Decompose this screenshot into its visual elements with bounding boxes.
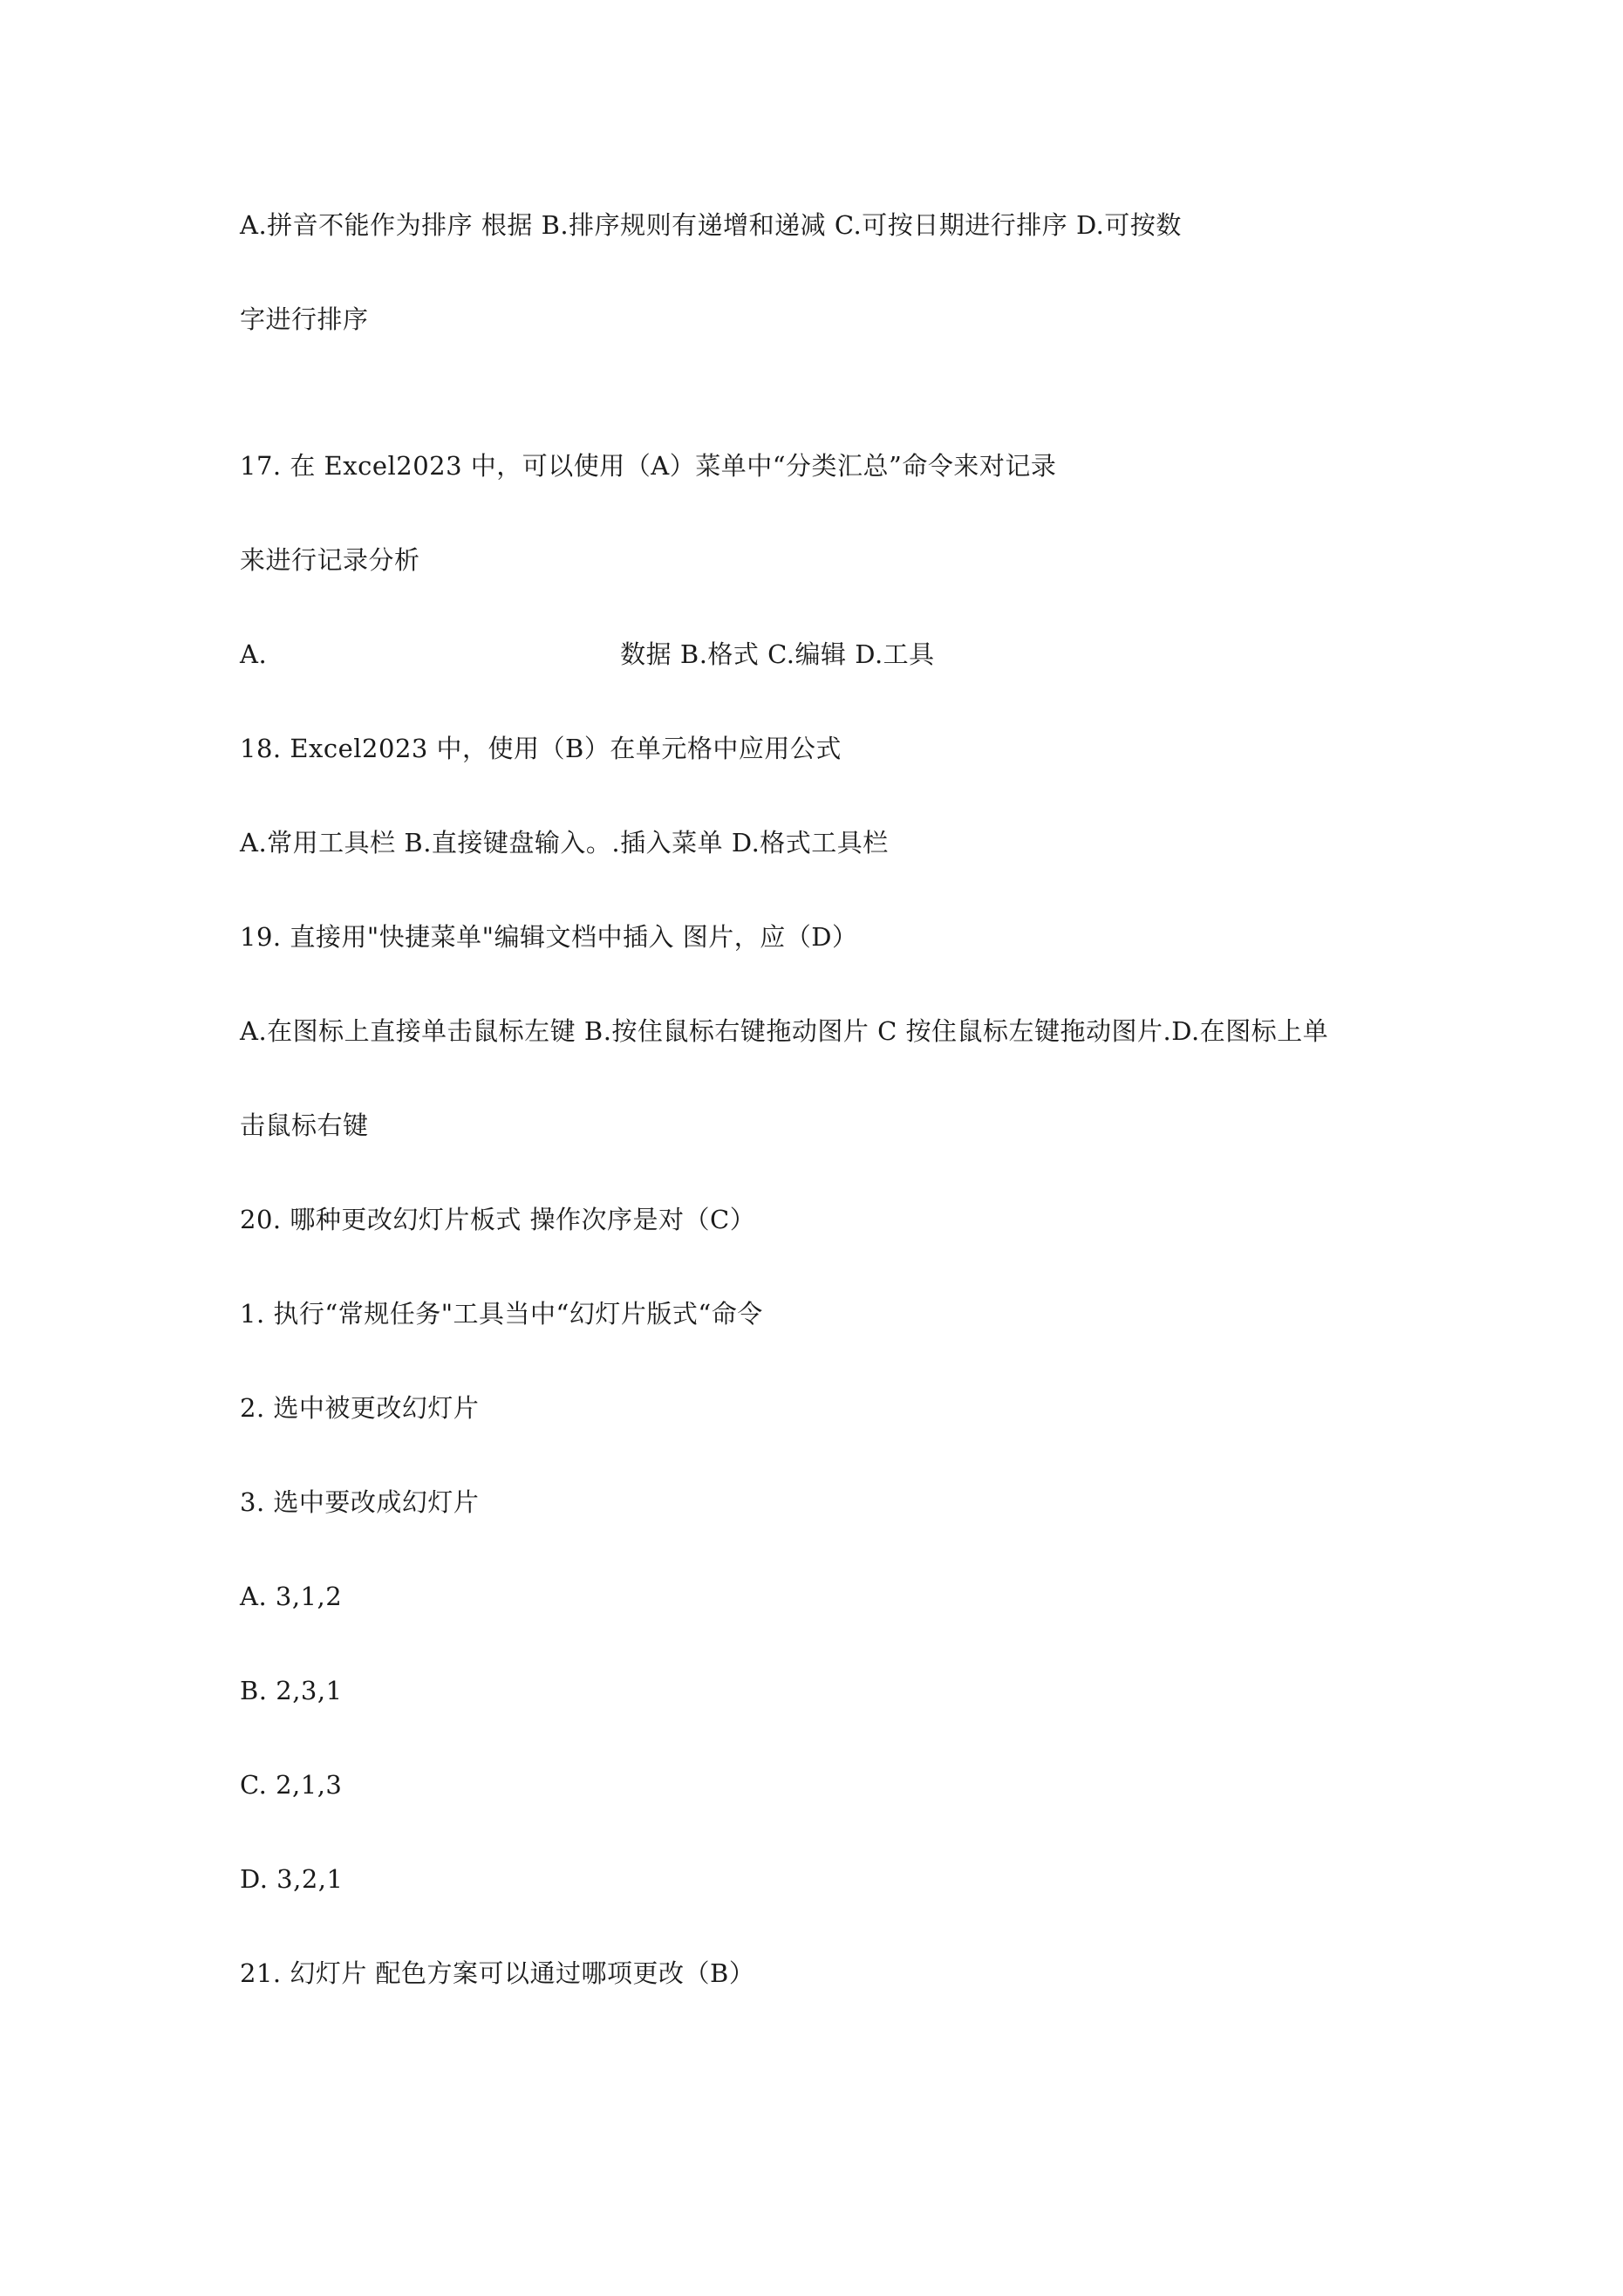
q20-option-b: B. 2,3,1 bbox=[240, 1676, 343, 1705]
q17-options-text: 数据 B.格式 C.编辑 D.工具 bbox=[620, 639, 935, 669]
q16-options-line-1: A.拼音不能作为排序 根据 B.排序规则有递增和递减 C.可按日期进行排序 D.可按数 bbox=[240, 210, 1182, 240]
q16-options-line-2: 字进行排序 bbox=[240, 304, 369, 334]
question-21: 21. 幻灯片 配色方案可以通过哪项更改（B） bbox=[240, 1958, 755, 1988]
q20-step-3: 3. 选中要改成幻灯片 bbox=[240, 1487, 480, 1517]
q20-step-1: 1. 执行“常规任务"工具当中“幻灯片版式“命令 bbox=[240, 1299, 763, 1329]
question-20: 20. 哪种更改幻灯片板式 操作次序是对（C） bbox=[240, 1205, 756, 1234]
q20-step-2: 2. 选中被更改幻灯片 bbox=[240, 1393, 480, 1423]
q17-options bbox=[240, 637, 935, 672]
q20-option-d: D. 3,2,1 bbox=[240, 1864, 344, 1894]
q20-option-a: A. 3,1,2 bbox=[240, 1582, 343, 1611]
q20-option-c: C. 2,1,3 bbox=[240, 1770, 343, 1800]
question-17: 17. 在 Excel2023 中，可以使用（A）菜单中“分类汇总”命令来对记录 bbox=[240, 451, 1057, 481]
question-18: 18. Excel2023 中，使用（B）在单元格中应用公式 bbox=[240, 734, 842, 763]
q18-options: A.常用工具栏 B.直接键盘输入。.插入菜单 D.格式工具栏 bbox=[240, 828, 889, 858]
q17-option-a-label: A. bbox=[240, 639, 268, 669]
q19-options-line-2: 击鼠标右键 bbox=[240, 1110, 369, 1140]
question-17-continued: 来进行记录分析 bbox=[240, 545, 420, 575]
question-19: 19. 直接用"快捷菜单"编辑文档中插入 图片，应（D） bbox=[240, 922, 858, 952]
q19-options-line-1: A.在图标上直接单击鼠标左键 B.按住鼠标右键拖动图片 C 按住鼠标左键拖动图片.D.在图标上单 bbox=[240, 1016, 1329, 1046]
